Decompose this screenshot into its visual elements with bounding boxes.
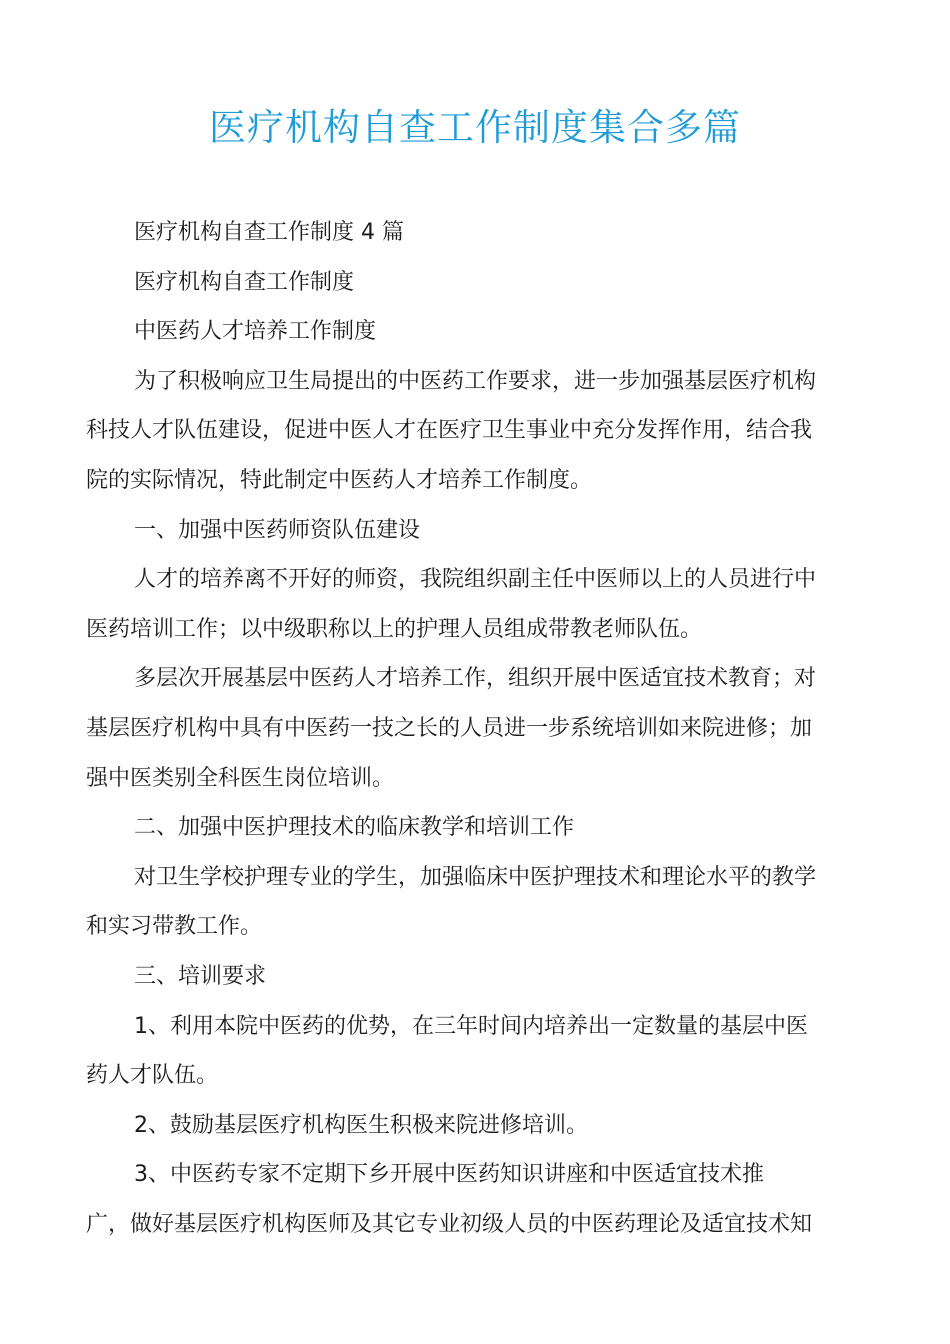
paragraph-line: 广，做好基层医疗机构医师及其它专业初级人员的中医药理论及适宜技术知 [86,1211,813,1237]
paragraph-line: 医疗机构自查工作制度 4 篇 [134,220,404,245]
paragraph-line: 药人才队伍。 [86,1063,219,1089]
paragraph-line: 院的实际情况，特此制定中医药人才培养工作制度。 [86,467,593,493]
section-heading: 中医药人才培养工作制度 [134,319,377,345]
paragraph-line: 人才的培养离不开好的师资，我院组织副主任中医师以上的人员进行中 [134,567,817,593]
paragraph-line: 多层次开展基层中医药人才培养工作，组织开展中医适宜技术教育；对 [134,666,817,692]
paragraph-line: 医药培训工作；以中级职称以上的护理人员组成带教老师队伍。 [86,616,703,642]
section-heading: 二、加强中医护理技术的临床教学和培训工作 [134,815,575,841]
list-item: 1、利用本院中医药的优势，在三年时间内培养出一定数量的基层中医 [134,1013,808,1039]
paragraph-line: 为了积极响应卫生局提出的中医药工作要求，进一步加强基层医疗机构 [134,368,817,394]
paragraph-line: 强中医类别全科医生岗位培训。 [86,765,395,791]
section-heading: 三、培训要求 [134,963,267,989]
section-heading: 一、加强中医药师资队伍建设 [134,517,421,543]
paragraph-line: 基层医疗机构中具有中医药一技之长的人员进一步系统培训如来院进修；加 [86,715,813,741]
document-title: 医疗机构自查工作制度集合多篇 [209,106,741,149]
list-item: 2、鼓励基层医疗机构医生积极来院进修培训。 [134,1112,588,1138]
paragraph-line: 和实习带教工作。 [86,914,263,940]
paragraph-line: 科技人才队伍建设，促进中医人才在医疗卫生事业中充分发挥作用，结合我 [86,418,813,444]
list-item: 3、中医药专家不定期下乡开展中医药知识讲座和中医适宜技术推 [134,1162,764,1188]
paragraph-line: 对卫生学校护理专业的学生，加强临床中医护理技术和理论水平的教学 [134,864,817,890]
document-body [86,208,864,1249]
paragraph-line: 医疗机构自查工作制度 [134,269,355,295]
